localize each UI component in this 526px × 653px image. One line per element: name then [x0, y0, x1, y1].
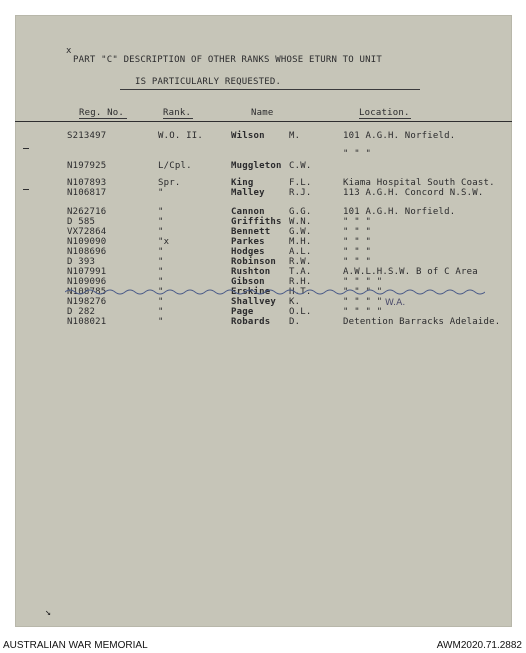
title-underline	[120, 89, 420, 90]
surname: Wilson	[231, 131, 265, 141]
table-row	[15, 161, 512, 172]
reg-number: S213497	[67, 131, 107, 141]
column-header-name: Name	[251, 108, 274, 118]
surname: Shallvey	[231, 297, 276, 307]
initials: R.J.	[289, 188, 312, 198]
rank: "	[158, 307, 164, 317]
location: 113 A.G.H. Concord N.S.W.	[343, 188, 484, 198]
reg-number: D 282	[67, 307, 96, 317]
header-underline-reg	[79, 118, 127, 119]
reg-number: N109096	[67, 277, 107, 287]
header-rule	[15, 121, 512, 122]
initials: M.H.	[289, 237, 312, 247]
column-header-rank: Rank.	[163, 108, 192, 118]
surname: Hodges	[231, 247, 265, 257]
footer-accession-number: AWM2020.71.2882	[436, 640, 522, 651]
initials: W.N.	[289, 217, 312, 227]
location: " " "	[343, 237, 372, 247]
reg-number: N108785	[67, 287, 107, 297]
surname: Page	[231, 307, 254, 317]
surname: Griffiths	[231, 217, 282, 227]
surname: Bennett	[231, 227, 271, 237]
surname: Muggleton	[231, 161, 282, 171]
reg-number: VX72864	[67, 227, 107, 237]
rank: "	[158, 217, 164, 227]
initials: K.	[289, 297, 301, 307]
surname: Robinson	[231, 257, 276, 267]
initials: T.A.	[289, 267, 312, 277]
location: Kiama Hospital South Coast.	[343, 178, 495, 188]
location: " " " "	[343, 307, 383, 317]
document-subtitle: IS PARTICULARLY REQUESTED.	[135, 77, 282, 87]
table-row	[15, 131, 512, 142]
surname: Erskine	[231, 287, 271, 297]
rank: "	[158, 207, 164, 217]
reg-number: N262716	[67, 207, 107, 217]
location: " " " "	[343, 297, 383, 307]
reg-number: N107991	[67, 267, 107, 277]
rank: "	[158, 287, 164, 297]
rank: "	[158, 317, 164, 327]
initials: R.H.	[289, 277, 312, 287]
reg-number: N109090	[67, 237, 107, 247]
rank: "	[158, 227, 164, 237]
rank: Spr.	[158, 178, 181, 188]
strike-through-line	[65, 288, 485, 296]
location: " " "	[343, 149, 372, 159]
rank: "	[158, 277, 164, 287]
rank: "	[158, 247, 164, 257]
reg-number: D 585	[67, 217, 96, 227]
location: " " " "	[343, 287, 383, 297]
surname: Parkes	[231, 237, 265, 247]
location: " " " "	[343, 277, 383, 287]
initials: G.W.	[289, 227, 312, 237]
location: " " "	[343, 227, 372, 237]
surname: King	[231, 178, 254, 188]
document	[15, 15, 512, 627]
header-underline-location	[359, 118, 411, 119]
document-title: PART "C" DESCRIPTION OF OTHER RANKS WHOSE ETURN TO UNIT	[73, 55, 383, 65]
rank: "	[158, 267, 164, 277]
initials: D.	[289, 317, 301, 327]
reg-number: N107893	[67, 178, 107, 188]
rank: W.O. II.	[158, 131, 203, 141]
reg-number: N197925	[67, 161, 107, 171]
surname: Malley	[231, 188, 265, 198]
column-header-reg-no: Reg. No.	[79, 108, 124, 118]
rank: "	[158, 297, 164, 307]
initials: R.W.	[289, 257, 312, 267]
location: 101 A.G.H. Norfield.	[343, 131, 456, 141]
table-row	[15, 149, 512, 160]
surname: Gibson	[231, 277, 265, 287]
location: Detention Barracks Adelaide.	[343, 317, 501, 327]
reg-number: D 393	[67, 257, 96, 267]
header-underline-rank	[163, 118, 193, 119]
reg-number: N198276	[67, 297, 107, 307]
column-header-location: Location.	[359, 108, 410, 118]
reg-number: N108696	[67, 247, 107, 257]
initials: O.L.	[289, 307, 312, 317]
rank: L/Cpl.	[158, 161, 192, 171]
location: " " "	[343, 257, 372, 267]
initials: F.L.	[289, 178, 312, 188]
reg-number: N106817	[67, 188, 107, 198]
location: A.W.L.H.S.W. B of C Area	[343, 267, 478, 277]
initials: H.T.	[289, 287, 312, 297]
location: " " "	[343, 247, 372, 257]
initials: A.L.	[289, 247, 312, 257]
pen-mark: x	[66, 46, 72, 56]
surname: Cannon	[231, 207, 265, 217]
location: " " "	[343, 217, 372, 227]
footer-credit: AUSTRALIAN WAR MEMORIAL	[3, 640, 148, 651]
rank: "	[158, 188, 164, 198]
handwritten-note: W.A.	[385, 298, 406, 308]
initials: C.W.	[289, 161, 312, 171]
initials: G.G.	[289, 207, 312, 217]
location: 101 A.G.H. Norfield.	[343, 207, 456, 217]
surname: Rushton	[231, 267, 271, 277]
rank: "x	[158, 237, 170, 247]
surname: Robards	[231, 317, 271, 327]
table-row	[15, 188, 512, 199]
reg-number: N108021	[67, 317, 107, 327]
rank: "	[158, 257, 164, 267]
edge-mark: ↘	[45, 607, 52, 618]
initials: M.	[289, 131, 301, 141]
table-row	[15, 317, 512, 328]
